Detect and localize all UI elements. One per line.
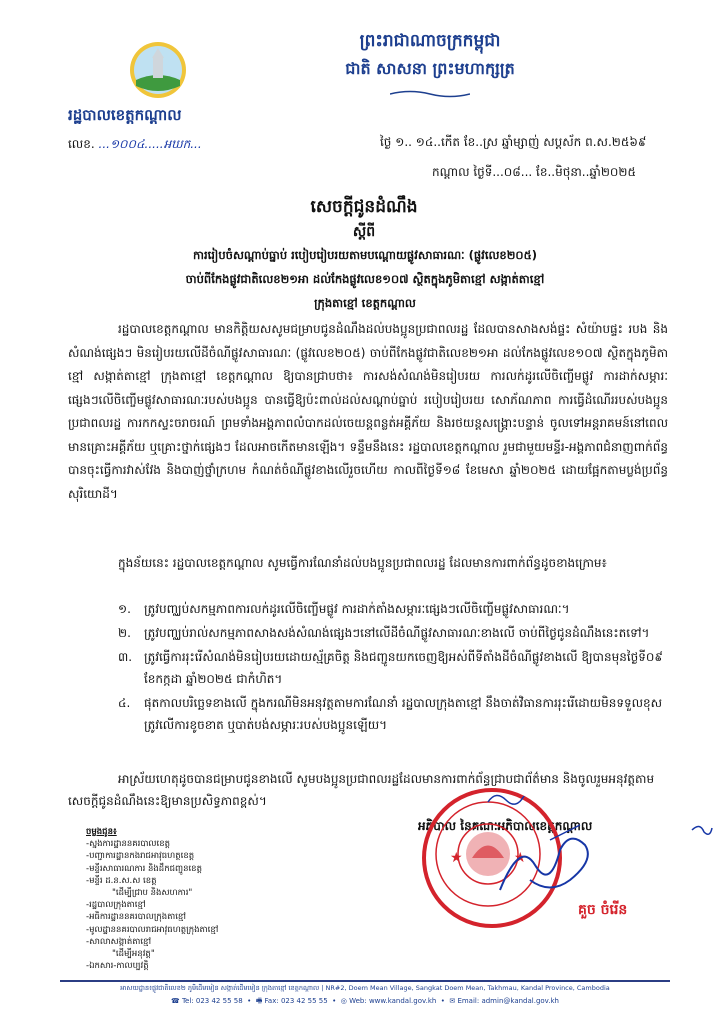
- solar-date: កណ្តាល ថ្ងៃទី...០៨... ខែ..មិថុនា..ឆ្នាំ២០២៥: [432, 165, 636, 179]
- list-item-number: ១.: [118, 602, 131, 616]
- tel-label: Tel:: [181, 997, 194, 1005]
- footer-divider: [60, 980, 670, 982]
- signatory-name: គួច ចំរើន: [578, 902, 628, 918]
- list-item: [118, 622, 668, 644]
- email-value[interactable]: admin@kandal.gov.kh: [481, 997, 559, 1005]
- recipient-item: -ឯកសារ-កាលប្បវត្តិ: [86, 961, 149, 972]
- notice-title: សេចក្តីជូនដំណឹង: [310, 197, 418, 217]
- reference-value: ...១០០៤.....អឃក...: [98, 137, 202, 151]
- subject-line-1: ការរៀបចំសណ្តាប់ធ្នាប់ របៀបរៀបរយតាមបណ្តោយផ្លូវសាធារណៈ (ផ្លូវលេខ២០៥): [193, 248, 537, 262]
- national-motto: ជាតិ សាសនា ព្រះមហាក្សត្រ: [345, 59, 515, 78]
- web-value[interactable]: www.kandal.gov.kh: [368, 997, 437, 1005]
- paragraph-introduction: រដ្ឋបាលខេត្តកណ្តាល មានកិត្តិយសសូមជម្រាបជូនដំណឹងដល់បងប្អូនប្រជាពលរដ្ឋ ដែលបានសាងសង់ផ្ទះ សំយ៉ាបផ្ទះ របង និងសំណង់ផ្សេងៗ មិនរៀបរយលើដីចំណីផ្លូវសាធារណៈ (ផ្លូវលេខ២០៥) ចាប់ពីកែងផ្លូវជាតិលេខ២១អា ដល់កែងផ្លូវលេខ១០៧ ស្ថិតក្នុងភូមិតាខ្មៅ សង្កាត់តាខ្មៅ ក្រុងតាខ្មៅ ខេត្តកណ្តាល ឱ្យបានជ្រាបថា៖ ការសង់សំណង់មិនរៀបរយ ការលក់ដូរលើចិញ្ចើមផ្លូវ ការដាក់សម្ភារៈផ្សេងៗលើចិញ្ចើមផ្លូវសាធារណៈរបស់បងប្អូន បានធ្វើឱ្យប៉ះពាល់ដល់សណ្តាប់ធ្នាប់ របៀបរៀបរយ សោភ័ណភាព ការធ្វើដំណើររបស់បងប្អូនប្រជាពលរដ្ឋ ការកកស្ទះចរាចរណ៍ ព្រមទាំងអង្គភាពលំបាកដល់ចេយន្តពន្លត់អគ្គីភ័យ និងរថយន្តសង្គ្រោះបន្ទាន់ ចូលទៅអន្តរាគមន៍នៅពេលមានគ្រោះអគ្គីភ័យ ឬគ្រោះថ្នាក់ផ្សេងៗ ដែលអាចកើតមានឡើង។ ទន្ទឹមនឹងនេះ រដ្ឋបាលខេត្តកណ្តាល រួមជាមួយមន្ទីរ-អង្គភាពជំនាញពាក់ព័ន្ធ បានចុះធ្វើការវាស់វែង និងបាញ់ថ្នាំក្រហម កំណត់ចំណីផ្លូវខាងលើរួចហើយ កាលពីថ្ងៃទី១៨ ខែមេសា ឆ្នាំ២០២៥ ដោយផ្អែកតាមប្លង់ប្រព័ន្ធសុរិយោដី។: [68, 322, 668, 501]
- list-item-number: ៤.: [118, 696, 131, 710]
- kingdom-heading: ព្រះរាជាណាចក្រកម្ពុជា: [359, 31, 501, 51]
- blue-ink-mark: [486, 788, 526, 808]
- reference-label: លេខ.: [68, 137, 95, 151]
- provincial-emblem-logo: [128, 40, 188, 100]
- footer-contacts: ☎ Tel: 023 42 55 58 • 🖷 Fax: 023 42 55 55 • ◎ Web: www.kandal.gov.kh • ✉ Email: admin@kandal.gov.kh: [171, 997, 559, 1005]
- recipients-heading: ចម្លងជូន៖: [86, 827, 117, 837]
- recipient-item: "ដើម្បីជ្រាប និងសហការ": [112, 888, 193, 899]
- list-item-number: ៣.: [118, 650, 133, 664]
- fax-label: Fax:: [264, 997, 279, 1005]
- svg-text:★: ★: [450, 850, 463, 866]
- recipient-item: -មន្ទីរសាធារណការ និងដឹកជញ្ជូនខេត្ត: [86, 863, 202, 874]
- reference-number: [68, 136, 202, 154]
- list-item-number: ២.: [118, 626, 131, 640]
- tel-value: 023 42 55 58: [195, 997, 243, 1005]
- list-item-text: ផុតកាលបរិច្ឆេទខាងលើ ក្នុងករណីមិនអនុវត្តតាមការណែនាំ រដ្ឋបាលក្រុងតាខ្មៅ នឹងចាត់វិធានការរុះរើដោយមិនទទួលខុសត្រូវលើការខូចខាត ឬបាត់បង់សម្ភារៈរបស់បងប្អូនឡើយ។: [144, 696, 663, 732]
- list-item-text: ត្រូវបញ្ឈប់រាល់សកម្មភាពសាងសង់សំណង់ផ្សេងៗនៅលើដីចំណីផ្លូវសាធារណៈខាងលើ ចាប់ពីថ្ងៃជូនដំណឹងនេះតទៅ។: [144, 626, 650, 640]
- globe-icon: ◎: [340, 997, 350, 1005]
- web-label: Web:: [349, 997, 367, 1005]
- footer-address: អាសយដ្ឋាន៖ផ្លូវជាតិលេខ២ ភូមិដើមមៀន សង្កាត់ដើមមៀន ក្រុងតាខ្មៅ ខេត្តកណ្តាល | NR#2, Doem Mean Village, Sangkat Doem Mean, Takhmau, Kandal Province, Cambodia: [120, 984, 610, 992]
- recipient-item: -សាលាសង្កាត់តាខ្មៅ: [86, 936, 152, 947]
- list-item: [118, 598, 668, 620]
- phone-icon: ☎: [171, 997, 182, 1005]
- authority-name: រដ្ឋបាលខេត្តកណ្តាល: [68, 106, 182, 124]
- notice-subtitle: ស្តីពី: [352, 224, 376, 240]
- fax-value: 023 42 55 55: [280, 997, 328, 1005]
- email-icon: ✉: [449, 997, 458, 1005]
- email-label: Email:: [457, 997, 480, 1005]
- recipients-list: [86, 826, 326, 972]
- list-item: [118, 692, 668, 736]
- paragraph-guidance: ក្នុងន័យនេះ រដ្ឋបាលខេត្តកណ្តាល សូមធ្វើការណែនាំដល់បងប្អូនប្រជាពលរដ្ឋ ដែលមានការពាក់ព័ន្ធដូចខាងក្រោម៖: [118, 556, 607, 570]
- recipient-item: -បញ្ជាការដ្ឋានកងរាជអាវុធហត្ថខេត្ត: [86, 851, 195, 862]
- guidance-list: [118, 598, 668, 736]
- svg-text:★: ★: [514, 850, 527, 866]
- recipient-item: -ស្នងការដ្ឋាននគរបាលខេត្ត: [86, 839, 170, 850]
- motto-ornament: [390, 84, 470, 94]
- fax-icon: 🖷: [255, 997, 265, 1005]
- handwritten-signature: [490, 820, 600, 900]
- recipient-item: -មន្ទីរ ដ.ន.ស.ស ខេត្ត: [86, 875, 157, 886]
- recipient-item: -រដ្ឋបាលក្រុងតាខ្មៅ: [86, 900, 146, 911]
- subject-line-2: ចាប់ពីកែងផ្លូវជាតិលេខ២១អា ដល់កែងផ្លូវលេខ១០៧ ស្ថិតក្នុងភូមិតាខ្មៅ សង្កាត់តាខ្មៅ: [185, 272, 545, 286]
- recipient-item: -មូលដ្ឋាននគរបាលរាជអាវុធហត្ថក្រុងតាខ្មៅ: [86, 924, 219, 935]
- subject-line-3: ក្រុងតាខ្មៅ ខេត្តកណ្តាល: [314, 296, 416, 310]
- paragraph-closing: អាស្រ័យហេតុដូចបានជម្រាបជូនខាងលើ សូមបងប្អូនប្រជាពលរដ្ឋដែលមានការពាក់ព័ន្ធជ្រាបជាព័ត៌មាន និងចូលរួមអនុវត្តតាមសេចក្តីជូនដំណឹងនេះឱ្យមានប្រសិទ្ធភាពខ្ពស់។: [68, 772, 655, 808]
- recipient-item: -អធិការដ្ឋាននគរបាលក្រុងតាខ្មៅ: [86, 912, 187, 923]
- list-item: [118, 646, 668, 690]
- recipient-item: "ដើម្បីអនុវត្ត": [112, 949, 155, 960]
- blue-ink-mark: [690, 820, 714, 840]
- list-item-text: ត្រូវធ្វើការរុះរើសំណង់មិនរៀបរយដោយស្ម័គ្រចិត្ត និងជញ្ជូនយកចេញឱ្យអស់ពីទីតាំងដីចំណីផ្លូវខាងលើ ឱ្យបានមុនថ្ងៃទី០៩ ខែកក្កដា ឆ្នាំ២០២៥ ជាកំហិត។: [144, 650, 663, 686]
- signatory-title: អភិបាល នៃគណៈអភិបាលខេត្តកណ្តាល: [418, 819, 593, 833]
- list-item-text: ត្រូវបញ្ឈប់សកម្មភាពការលក់ដូរលើចិញ្ចើមផ្លូវ ការដាក់តាំងសម្ភារៈផ្សេងៗលើចិញ្ចើមផ្លូវសាធារណៈ។: [144, 602, 570, 616]
- lunar-date: ថ្ងៃ ១.. ១៤..កើត ខែ..ស្រ ឆ្នាំម្សាញ់ សប្តស័ក ព.ស.២៥៦៩: [380, 135, 647, 149]
